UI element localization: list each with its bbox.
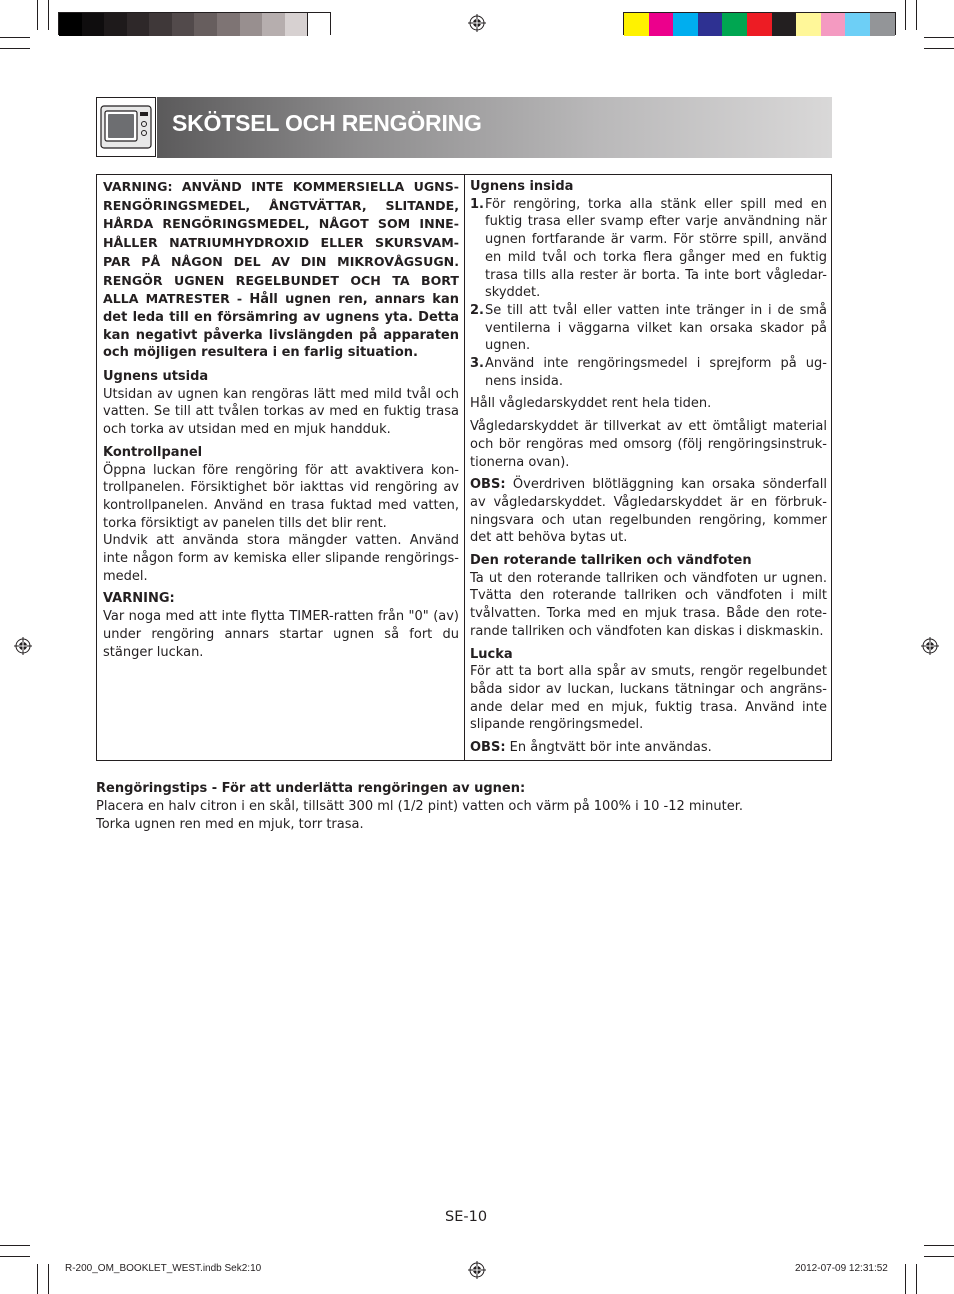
color-swatch [845, 13, 870, 36]
panel-text-2: Undvik att använda stora mängder vatten. Använd inte någon form av kemiska eller slipande rengörings- medel. [103, 533, 459, 584]
gray-color-bar [58, 12, 331, 35]
color-swatch [285, 13, 308, 36]
door-heading: Lucka [470, 646, 513, 662]
guard-material-text: Vågledarskyddet är tillverkat av ett ömtåligt material och bör rengöras med omsorg (följ rengöringsinstruk- tionerna ovan). [470, 419, 827, 470]
registration-mark-icon [468, 14, 486, 32]
section-header [96, 97, 832, 158]
color-swatch [82, 13, 105, 36]
guard-clean-text: Håll vågledarskyddet rent hela tiden. [470, 396, 712, 412]
list-number: 1. [470, 196, 484, 212]
column-divider [464, 175, 465, 760]
varning-heading: VARNING: [103, 591, 175, 607]
color-swatch [240, 13, 263, 36]
crop-mark [924, 1256, 954, 1257]
list-item-text: Se till att tvål eller vatten inte tränger in i de små ventilerna i väggarna vilket kan orsaka skador på ugnen. [485, 302, 827, 354]
tips-line-2: Torka ugnen ren med en mjuk, torr trasa. [96, 817, 364, 832]
crop-mark [0, 37, 30, 38]
color-swatch [262, 13, 285, 36]
color-swatch [172, 13, 195, 36]
color-swatch [821, 13, 846, 36]
color-swatch [747, 13, 772, 36]
list-item [470, 196, 827, 302]
tips-heading: Rengöringstips - För att underlätta rengöringen av ugnen: [96, 781, 526, 796]
obs-label: OBS: [470, 477, 506, 493]
slug-date: 2012-07-09 12:31:52 [795, 1263, 888, 1274]
color-swatch [870, 13, 895, 36]
varning-text: Var noga med att inte flytta TIMER-ratten från "0" (av) under rengöring annars startar ugnen så fort du stänger luckan. [103, 609, 459, 660]
registration-mark-icon [14, 637, 32, 655]
crop-mark [924, 48, 954, 49]
turntable-heading: Den roterande tallriken och vändfoten [470, 553, 752, 569]
outside-heading: Ugnens utsida [103, 369, 209, 385]
color-swatch [217, 13, 240, 36]
crop-mark [916, 0, 917, 30]
panel-heading: Kontrollpanel [103, 444, 203, 460]
turntable-text: Ta ut den roterande tallriken och vändfoten ur ugnen. Tvätta den roterande tallriken och vändfoten i milt tvålvatten. Torka med en mjuk trasa. Både den rote- rande tallriken och vändfoten kan diskas i diskmaskin. [470, 570, 827, 639]
crop-mark [905, 0, 906, 30]
right-column [470, 178, 827, 757]
color-swatch [624, 13, 649, 36]
process-color-bar [623, 12, 896, 35]
color-swatch [772, 13, 797, 36]
cleaning-table [96, 174, 832, 761]
panel-text-1: Öppna luckan före rengöring för att avaktivera kon- trollpanelen. Försiktighet bör iakttas vid rengöring av kontrollpanelen. Använd en trasa fuktad med vatten, torka försiktigt av panelen tills det blir rent. [103, 462, 459, 531]
slug-file: R-200_OM_BOOKLET_WEST.indb Sek2:10 [65, 1263, 262, 1274]
color-swatch [194, 13, 217, 36]
crop-mark [37, 1264, 38, 1294]
list-item-text: Använd inte rengöringsmedel i sprejform på ug- nens insida. [485, 356, 827, 389]
crop-mark [905, 1264, 906, 1294]
color-swatch [722, 13, 747, 36]
crop-mark [37, 0, 38, 30]
warning-paragraph [103, 178, 459, 362]
obs2-paragraph [470, 739, 827, 757]
list-number: 3. [470, 356, 484, 372]
color-swatch [149, 13, 172, 36]
microwave-oven-icon [96, 97, 156, 157]
color-swatch [127, 13, 150, 36]
page-number: SE-10 [445, 1209, 488, 1225]
obs2-label: OBS: [470, 740, 506, 756]
color-swatch [796, 13, 821, 36]
list-item-text: För rengöring, torka alla stänk eller spill med en fuktig trasa eller svamp efter varje användning när ugnen fortfarande är varm. För större spill, använd en mild tvål och torka flera gånger med en fuktig trasa tills alla rester är borta. Ta inte bort vågledar- skyddet. [485, 196, 827, 301]
warning-caps-text: VARNING: ANVÄND INTE KOMMERSIELLA UGNS- RENGÖRINGSMEDEL, ÅNGTVÄTTAR, SLITANDE, HÅRDA RENGÖRINGSMEDEL, NÅGOT SOM INNE- HÅLLER NATRIUMHYDROXID ELLER SKURSVAM- PAR PÅ NÅGON DEL AV DIN MIKROVÅGSUGN. RENGÖR UGNEN REGELBUNDET OCH TA BORT ALLA MATRESTER - [103, 179, 459, 307]
list-item [470, 302, 827, 355]
color-swatch [307, 13, 330, 36]
crop-mark [48, 0, 49, 30]
outside-text: Utsidan av ugnen kan rengöras lätt med mild tvål och vatten. Se till att tvålen torkas av med en fuktig trasa och torka av utsidan med en mjuk handduk. [103, 386, 459, 438]
crop-mark [0, 1256, 30, 1257]
color-swatch [59, 13, 82, 36]
tips-line-1: Placera en halv citron i en skål, tillsätt 300 ml (1/2 pint) vatten och värm på 100% i 10 -12 minuter. [96, 799, 744, 814]
crop-mark [916, 1264, 917, 1294]
warning-rest-text: Håll ugnen ren, annars kan det leda till en försämring av ugnens yta. Detta kan negativt påverka livslängden på apparaten och möjligen resultera i en farlig situation. [103, 292, 459, 361]
color-swatch [673, 13, 698, 36]
crop-mark [48, 1264, 49, 1294]
crop-mark [924, 1245, 954, 1246]
list-item [470, 355, 827, 390]
obs-text: Överdriven blötläggning kan orsaka sönderfall av vågledarskyddet. Vågledarskyddet är en förbruk- ningsvara och utan regelbunden rengöring, kommer det att behöva bytas ut. [470, 477, 827, 546]
door-text: För att ta bort alla spår av smuts, rengör regelbundet båda sidor av luckan, luckans tätningar och angräns- ande delar med en mjuk, fuktig trasa. Använd inte slipande rengöringsmedel. [470, 664, 827, 733]
crop-mark [0, 1245, 30, 1246]
page-title: SKÖTSEL OCH RENGÖRING [172, 110, 482, 136]
cleaning-tips [96, 780, 796, 834]
obs2-text: En ångtvätt bör inte användas. [505, 740, 712, 756]
color-swatch [698, 13, 723, 36]
color-swatch [104, 13, 127, 36]
crop-mark [0, 48, 30, 49]
registration-mark-icon [921, 637, 939, 655]
registration-mark-icon [468, 1261, 486, 1279]
color-swatch [649, 13, 674, 36]
inside-heading: Ugnens insida [470, 179, 574, 194]
obs-paragraph [470, 476, 827, 547]
crop-mark [924, 37, 954, 38]
list-number: 2. [470, 302, 484, 318]
left-column [103, 178, 459, 661]
